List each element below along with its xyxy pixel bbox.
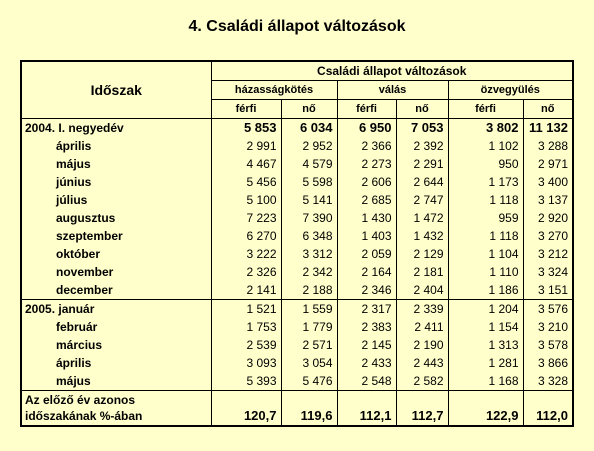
sub-header-male: férfi xyxy=(337,100,396,119)
cell-value: 2 606 xyxy=(337,173,396,191)
cell-value: 3 288 xyxy=(537,139,568,153)
cell-value: 2 326 xyxy=(211,263,281,281)
cell-value: 7 053 xyxy=(396,119,448,138)
cell-value: 3 328 xyxy=(537,374,568,388)
cell-value: 5 100 xyxy=(211,191,281,209)
table-row xyxy=(21,155,573,173)
row-label: április xyxy=(21,354,211,372)
cell-value: 5 141 xyxy=(281,191,337,209)
cell-value: 2 571 xyxy=(281,336,337,354)
cell-value: 2 339 xyxy=(396,300,448,319)
row-label: március xyxy=(21,336,211,354)
cell-value: 2 433 xyxy=(337,354,396,372)
cell-value: 6 270 xyxy=(211,227,281,245)
cell-value: 1 472 xyxy=(396,209,448,227)
cell-value: 1 102 xyxy=(448,137,523,155)
row-label: december xyxy=(21,281,211,300)
row-label: június xyxy=(21,173,211,191)
cell-value: 1 521 xyxy=(211,300,281,319)
cell-value: 1 154 xyxy=(448,318,523,336)
cell-value: 959 xyxy=(448,209,523,227)
row-label: október xyxy=(21,245,211,263)
cell-value: 3 802 xyxy=(448,119,523,138)
group-header-divorce: válás xyxy=(337,81,448,100)
cell-value: 3 222 xyxy=(211,245,281,263)
cell-value: 3 212 xyxy=(537,247,568,261)
cell-value: 1 168 xyxy=(448,372,523,391)
table-row xyxy=(21,191,573,209)
cell-value: 4 467 xyxy=(211,155,281,173)
cell-value: 1 118 xyxy=(448,191,523,209)
cell-value: 3 578 xyxy=(537,338,568,352)
cell-value: 2 971 xyxy=(537,157,568,171)
cell-value: 2 141 xyxy=(211,281,281,300)
row-label: május xyxy=(21,155,211,173)
cell-value: 5 853 xyxy=(211,119,281,138)
sub-header-female: nő xyxy=(396,100,448,119)
footer-value: 112,1 xyxy=(337,391,396,427)
page-title: 4. Családi állapot változások xyxy=(188,18,406,35)
group-header-marriage: házasságkötés xyxy=(211,81,337,100)
cell-value: 1 173 xyxy=(448,173,523,191)
cell-value: 2 443 xyxy=(396,354,448,372)
table-row xyxy=(21,173,573,191)
row-label: 2004. I. negyedév xyxy=(21,119,211,138)
cell-value: 2 273 xyxy=(337,155,396,173)
cell-value: 2 411 xyxy=(396,318,448,336)
cell-value: 3 151 xyxy=(537,283,568,297)
footer-label-line2: időszakának %-ában xyxy=(25,409,143,423)
footer-label-line1: Az előző év azonos xyxy=(25,393,136,407)
cell-value: 2 190 xyxy=(396,336,448,354)
cell-value: 2 129 xyxy=(396,245,448,263)
cell-value: 2 644 xyxy=(396,173,448,191)
period-header: Időszak xyxy=(21,61,211,119)
cell-value: 2 188 xyxy=(281,281,337,300)
cell-value: 6 950 xyxy=(337,119,396,138)
cell-value: 5 393 xyxy=(211,372,281,391)
sub-header-female: nő xyxy=(281,100,337,119)
cell-value: 2 342 xyxy=(281,263,337,281)
row-label: július xyxy=(21,191,211,209)
table-row xyxy=(21,281,573,300)
cell-value: 3 093 xyxy=(211,354,281,372)
cell-value: 1 403 xyxy=(337,227,396,245)
cell-value: 2 685 xyxy=(337,191,396,209)
cell-value: 1 313 xyxy=(448,336,523,354)
cell-value: 3 312 xyxy=(281,245,337,263)
marital-status-table xyxy=(20,60,574,427)
table-row xyxy=(21,119,573,138)
row-label: augusztus xyxy=(21,209,211,227)
footer-label xyxy=(21,391,211,427)
footer-value: 112,0 xyxy=(523,391,573,427)
table-row xyxy=(21,354,573,372)
cell-value: 2 747 xyxy=(396,191,448,209)
cell-value: 1 104 xyxy=(448,245,523,263)
footer-value: 119,6 xyxy=(281,391,337,427)
cell-value: 1 432 xyxy=(396,227,448,245)
table-row xyxy=(21,336,573,354)
cell-value: 3 054 xyxy=(281,354,337,372)
cell-value: 2 952 xyxy=(281,137,337,155)
sub-header-male: férfi xyxy=(211,100,281,119)
cell-value: 1 186 xyxy=(448,281,523,300)
table-row xyxy=(21,300,573,319)
cell-value: 950 xyxy=(448,155,523,173)
cell-value: 2 404 xyxy=(396,281,448,300)
cell-value: 2 539 xyxy=(211,336,281,354)
sub-header-male: férfi xyxy=(448,100,523,119)
cell-value: 2 291 xyxy=(396,155,448,173)
cell-value: 3 210 xyxy=(537,320,568,334)
cell-value: 3 137 xyxy=(537,193,568,207)
cell-value: 2 920 xyxy=(537,211,568,225)
cell-value: 2 181 xyxy=(396,263,448,281)
table-row xyxy=(21,209,573,227)
table-row xyxy=(21,245,573,263)
cell-value: 6 034 xyxy=(281,119,337,138)
row-label: szeptember xyxy=(21,227,211,245)
cell-value: 1 118 xyxy=(448,227,523,245)
main-header: Családi állapot változások xyxy=(211,61,573,81)
cell-value: 5 598 xyxy=(281,173,337,191)
group-header-widowhood: özvegyülés xyxy=(448,81,573,100)
cell-value: 11 132 xyxy=(523,119,573,138)
footer-row xyxy=(21,391,573,427)
cell-value: 3 270 xyxy=(537,229,568,243)
cell-value: 7 223 xyxy=(211,209,281,227)
cell-value: 2 383 xyxy=(337,318,396,336)
footer-value: 112,7 xyxy=(396,391,448,427)
cell-value: 1 430 xyxy=(337,209,396,227)
cell-value: 2 317 xyxy=(337,300,396,319)
cell-value: 6 348 xyxy=(281,227,337,245)
cell-value: 1 753 xyxy=(211,318,281,336)
cell-value: 4 579 xyxy=(281,155,337,173)
row-label: április xyxy=(21,137,211,155)
row-label: 2005. január xyxy=(21,300,211,319)
cell-value: 2 346 xyxy=(337,281,396,300)
table-row xyxy=(21,263,573,281)
cell-value: 1 559 xyxy=(281,300,337,319)
cell-value: 2 366 xyxy=(337,137,396,155)
cell-value: 5 476 xyxy=(281,372,337,391)
row-label: november xyxy=(21,263,211,281)
row-label: február xyxy=(21,318,211,336)
footer-value: 120,7 xyxy=(211,391,281,427)
cell-value: 2 582 xyxy=(396,372,448,391)
cell-value: 1 779 xyxy=(281,318,337,336)
cell-value: 7 390 xyxy=(281,209,337,227)
cell-value: 3 400 xyxy=(537,175,568,189)
cell-value: 2 548 xyxy=(337,372,396,391)
cell-value: 2 059 xyxy=(337,245,396,263)
table-row xyxy=(21,372,573,391)
sub-header-female: nő xyxy=(523,100,573,119)
cell-value: 5 456 xyxy=(211,173,281,191)
table-row xyxy=(21,227,573,245)
cell-value: 3 866 xyxy=(537,356,568,370)
table-row xyxy=(21,318,573,336)
cell-value: 2 145 xyxy=(337,336,396,354)
footer-value: 122,9 xyxy=(448,391,523,427)
cell-value: 3 324 xyxy=(537,265,568,279)
cell-value: 1 204 xyxy=(448,300,523,319)
cell-value: 1 110 xyxy=(448,263,523,281)
cell-value: 2 991 xyxy=(211,137,281,155)
table-row xyxy=(21,137,573,155)
cell-value: 2 164 xyxy=(337,263,396,281)
cell-value: 2 392 xyxy=(396,137,448,155)
cell-value: 3 576 xyxy=(523,300,573,319)
cell-value: 1 281 xyxy=(448,354,523,372)
row-label: május xyxy=(21,372,211,391)
